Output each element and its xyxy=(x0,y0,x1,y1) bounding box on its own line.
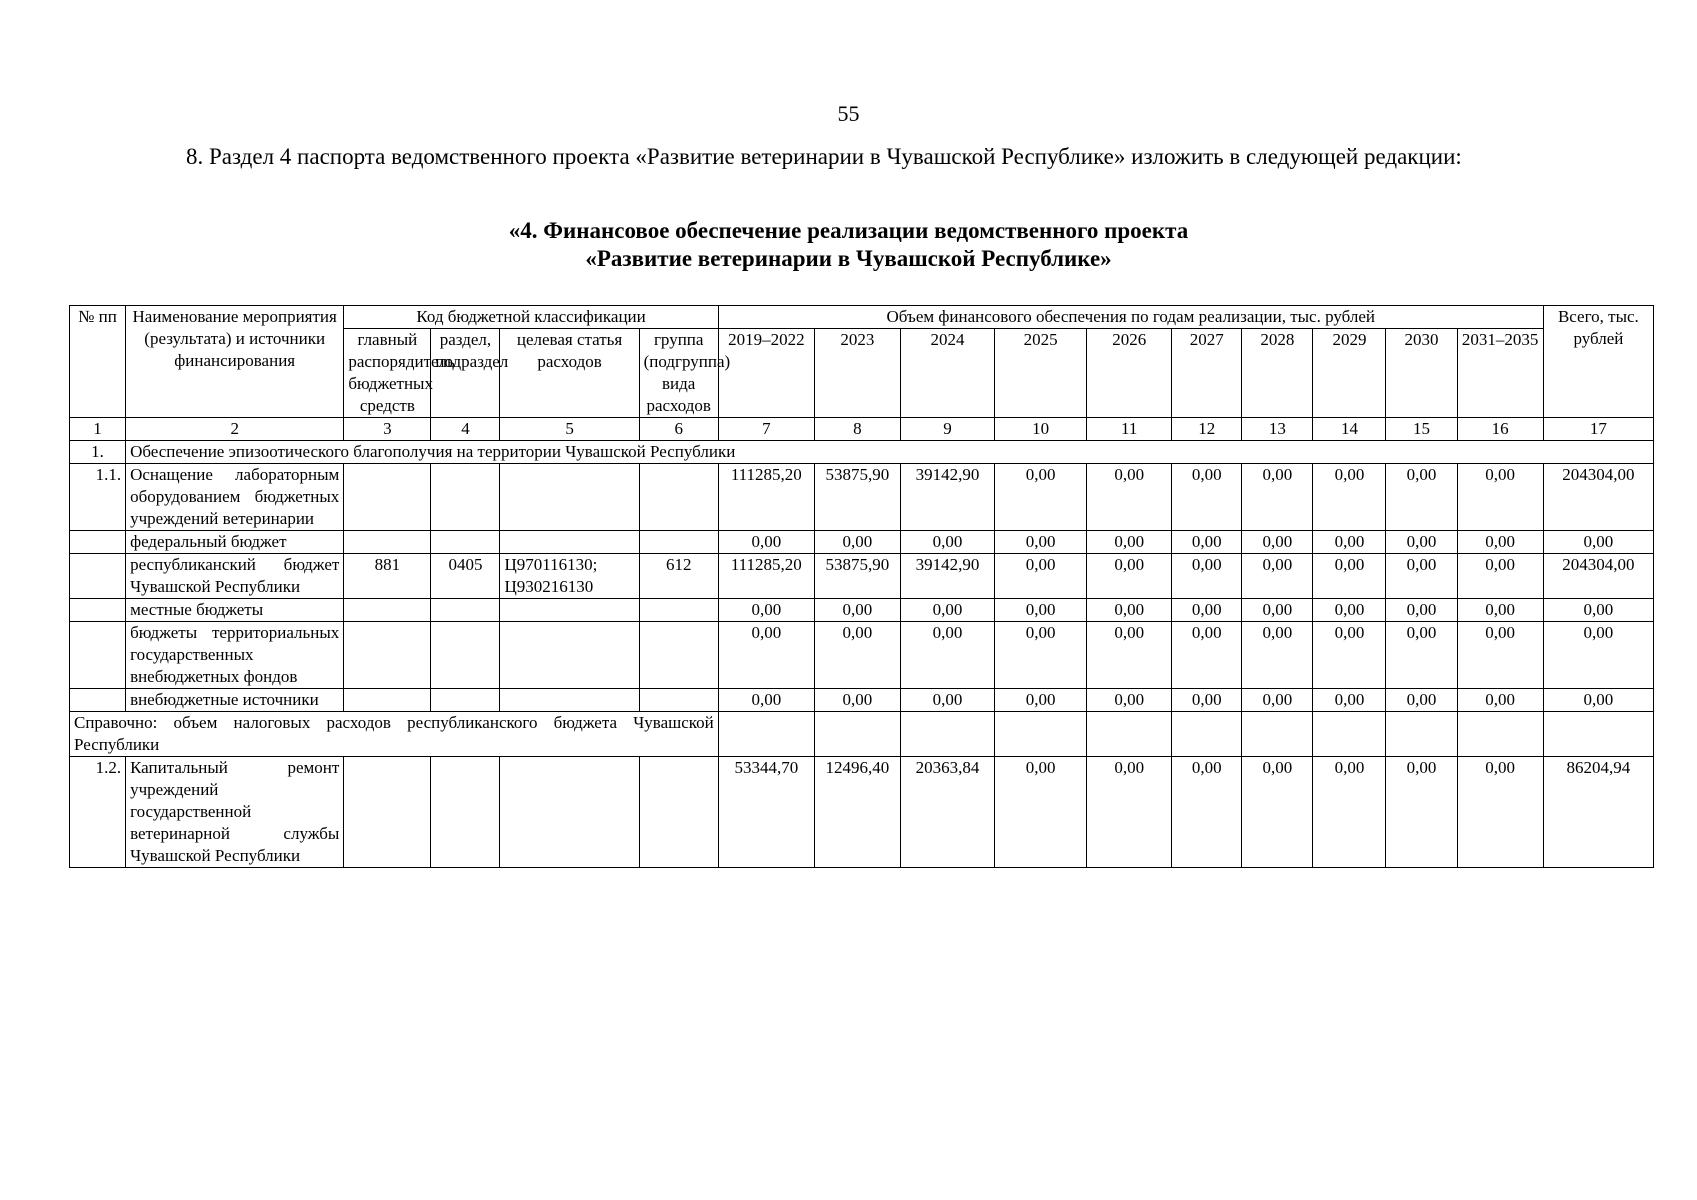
row-num xyxy=(70,622,126,689)
row-target xyxy=(500,757,639,868)
row-target xyxy=(500,531,639,554)
column-number: 3 xyxy=(344,418,431,441)
intro-text: 8. Раздел 4 паспорта ведомственного проекта «Развитие ветеринарии в Чувашской Республике» изложить в следующей редакции: xyxy=(186,144,1462,169)
row-value: 0,00 xyxy=(1172,531,1242,554)
reference-cell xyxy=(1172,712,1242,757)
row-value: 0,00 xyxy=(1386,757,1457,868)
header-year: 2030 xyxy=(1386,329,1457,418)
row-name: федеральный бюджет xyxy=(126,531,344,554)
column-number: 8 xyxy=(814,418,900,441)
row-value: 0,00 xyxy=(718,622,814,689)
reference-cell xyxy=(900,712,994,757)
row-section xyxy=(431,599,500,622)
row-grbs xyxy=(344,531,431,554)
header-year: 2028 xyxy=(1242,329,1313,418)
row-value: 0,00 xyxy=(995,757,1087,868)
table-row xyxy=(70,531,1654,554)
header-year: 2023 xyxy=(814,329,900,418)
row-value: 0,00 xyxy=(995,689,1087,712)
row-value: 0,00 xyxy=(1087,464,1172,531)
table-row xyxy=(70,464,1654,531)
reference-text: Справочно: объем налоговых расходов республиканского бюджета Чувашской Республики xyxy=(70,712,719,757)
row-value: 0,00 xyxy=(1457,599,1543,622)
heading-line-2: «Развитие ветеринарии в Чувашской Республике» xyxy=(585,246,1112,271)
table-row xyxy=(70,689,1654,712)
row-target xyxy=(500,464,639,531)
table-row-1-2 xyxy=(70,757,1654,868)
row-value: 0,00 xyxy=(1457,689,1543,712)
row-target xyxy=(500,622,639,689)
reference-cell xyxy=(1242,712,1313,757)
row-value: 0,00 xyxy=(900,599,994,622)
row-value: 86204,94 xyxy=(1543,757,1653,868)
table-row xyxy=(70,622,1654,689)
row-value: 0,00 xyxy=(1543,622,1653,689)
column-number: 7 xyxy=(718,418,814,441)
row-value: 0,00 xyxy=(995,622,1087,689)
row-value: 0,00 xyxy=(1087,622,1172,689)
header-year: 2026 xyxy=(1087,329,1172,418)
row-name: Оснащение лабораторным оборудованием бюджетных учреждений ветеринарии xyxy=(126,464,344,531)
row-value: 111285,20 xyxy=(718,464,814,531)
header-section: раздел, подраздел xyxy=(431,329,500,418)
row-section xyxy=(431,757,500,868)
row-value: 0,00 xyxy=(814,599,900,622)
section-row xyxy=(70,441,1654,464)
header-group: группа (подгруппа) вида расходов xyxy=(639,329,718,418)
header-year: 2019–2022 xyxy=(718,329,814,418)
section-title: Обеспечение эпизоотического благополучия на территории Чувашской Республики xyxy=(126,441,1654,464)
row-value: 0,00 xyxy=(900,622,994,689)
column-number: 10 xyxy=(995,418,1087,441)
row-value: 0,00 xyxy=(1386,689,1457,712)
row-value: 53344,70 xyxy=(718,757,814,868)
row-num xyxy=(70,689,126,712)
row-group xyxy=(639,464,718,531)
reference-cell xyxy=(1386,712,1457,757)
row-value: 0,00 xyxy=(1313,531,1386,554)
row-name: местные бюджеты xyxy=(126,599,344,622)
row-target: Ц970116130; Ц930216130 xyxy=(500,554,639,599)
header-target: целевая статья расходов xyxy=(500,329,639,418)
row-value: 0,00 xyxy=(1313,757,1386,868)
row-name: внебюджетные источники xyxy=(126,689,344,712)
row-value: 0,00 xyxy=(1242,622,1313,689)
row-value: 39142,90 xyxy=(900,554,994,599)
row-grbs: 881 xyxy=(344,554,431,599)
row-value: 0,00 xyxy=(1087,757,1172,868)
column-number: 16 xyxy=(1457,418,1543,441)
column-numbers-row xyxy=(70,418,1654,441)
row-target xyxy=(500,599,639,622)
row-target xyxy=(500,689,639,712)
row-num xyxy=(70,554,126,599)
intro-paragraph xyxy=(102,143,1592,171)
header-row-1 xyxy=(70,306,1654,329)
financing-table xyxy=(69,305,1654,868)
section-num: 1. xyxy=(70,441,126,464)
header-year: 2024 xyxy=(900,329,994,418)
row-value: 111285,20 xyxy=(718,554,814,599)
row-value: 0,00 xyxy=(1087,689,1172,712)
header-name: Наименование мероприятия (результата) и источники финансирования xyxy=(126,306,344,418)
row-value: 0,00 xyxy=(995,599,1087,622)
reference-row xyxy=(70,712,1654,757)
reference-cell xyxy=(814,712,900,757)
row-value: 0,00 xyxy=(1543,599,1653,622)
row-value: 204304,00 xyxy=(1543,554,1653,599)
row-value: 0,00 xyxy=(1457,757,1543,868)
row-value: 0,00 xyxy=(1457,554,1543,599)
row-value: 0,00 xyxy=(1386,599,1457,622)
header-year: 2031–2035 xyxy=(1457,329,1543,418)
row-grbs xyxy=(344,599,431,622)
row-value: 0,00 xyxy=(900,531,994,554)
header-total: Всего, тыс. рублей xyxy=(1543,306,1653,418)
reference-cell xyxy=(718,712,814,757)
column-number: 5 xyxy=(500,418,639,441)
column-number: 13 xyxy=(1242,418,1313,441)
row-value: 0,00 xyxy=(1242,599,1313,622)
row-value: 0,00 xyxy=(1313,689,1386,712)
row-value: 0,00 xyxy=(1242,554,1313,599)
row-value: 0,00 xyxy=(995,464,1087,531)
row-value: 0,00 xyxy=(1313,464,1386,531)
row-value: 53875,90 xyxy=(814,464,900,531)
row-value: 0,00 xyxy=(718,689,814,712)
header-num: № пп xyxy=(70,306,126,418)
reference-cell xyxy=(1457,712,1543,757)
row-value: 0,00 xyxy=(718,531,814,554)
row-value: 0,00 xyxy=(1087,531,1172,554)
row-value: 20363,84 xyxy=(900,757,994,868)
table-row xyxy=(70,599,1654,622)
row-section xyxy=(431,464,500,531)
header-year: 2025 xyxy=(995,329,1087,418)
row-grbs xyxy=(344,689,431,712)
row-name: республиканский бюджет Чувашской Республики xyxy=(126,554,344,599)
column-number: 12 xyxy=(1172,418,1242,441)
row-value: 0,00 xyxy=(1172,599,1242,622)
row-value: 12496,40 xyxy=(814,757,900,868)
column-number: 17 xyxy=(1543,418,1653,441)
reference-cell xyxy=(1543,712,1653,757)
table-row xyxy=(70,554,1654,599)
row-value: 0,00 xyxy=(814,689,900,712)
row-group xyxy=(639,757,718,868)
section-heading xyxy=(0,217,1697,273)
column-number: 9 xyxy=(900,418,994,441)
header-budget-code: Код бюджетной классификации xyxy=(344,306,718,329)
header-volume: Объем финансового обеспечения по годам реализации, тыс. рублей xyxy=(718,306,1543,329)
row-num: 1.1. xyxy=(70,464,126,531)
row-section: 0405 xyxy=(431,554,500,599)
row-value: 0,00 xyxy=(1242,464,1313,531)
row-value: 0,00 xyxy=(1386,622,1457,689)
row-value: 0,00 xyxy=(1457,531,1543,554)
row-value: 0,00 xyxy=(718,599,814,622)
row-grbs xyxy=(344,757,431,868)
row-value: 0,00 xyxy=(1172,622,1242,689)
row-value: 0,00 xyxy=(995,531,1087,554)
row-group xyxy=(639,622,718,689)
row-grbs xyxy=(344,464,431,531)
row-value: 0,00 xyxy=(1457,464,1543,531)
row-num xyxy=(70,599,126,622)
data-rows xyxy=(70,464,1654,712)
column-number: 2 xyxy=(126,418,344,441)
reference-cell xyxy=(995,712,1087,757)
row-value: 0,00 xyxy=(1386,554,1457,599)
column-number: 4 xyxy=(431,418,500,441)
header-grbs: главный распорядитель бюджетных средств xyxy=(344,329,431,418)
row-value: 0,00 xyxy=(814,531,900,554)
row-value: 0,00 xyxy=(1087,599,1172,622)
row-group xyxy=(639,531,718,554)
row-name: бюджеты территориальных государственных внебюджетных фондов xyxy=(126,622,344,689)
row-value: 0,00 xyxy=(1172,689,1242,712)
header-year: 2027 xyxy=(1172,329,1242,418)
reference-cell xyxy=(1087,712,1172,757)
row-num xyxy=(70,531,126,554)
row-value: 0,00 xyxy=(1457,622,1543,689)
row-value: 0,00 xyxy=(1543,531,1653,554)
column-number: 1 xyxy=(70,418,126,441)
row-value: 0,00 xyxy=(1386,531,1457,554)
row-group: 612 xyxy=(639,554,718,599)
page-number: 55 xyxy=(837,101,860,126)
row-value: 53875,90 xyxy=(814,554,900,599)
row-value: 0,00 xyxy=(1242,531,1313,554)
row-value: 0,00 xyxy=(1172,757,1242,868)
row-grbs xyxy=(344,622,431,689)
row-group xyxy=(639,689,718,712)
column-number: 14 xyxy=(1313,418,1386,441)
row-value: 0,00 xyxy=(814,622,900,689)
row-value: 0,00 xyxy=(1242,757,1313,868)
row-value: 0,00 xyxy=(1242,689,1313,712)
row-value: 0,00 xyxy=(1313,599,1386,622)
row-section xyxy=(431,622,500,689)
row-value: 0,00 xyxy=(1172,554,1242,599)
row-name: Капитальный ремонт учреждений государственной ветеринарной службы Чувашской Республики xyxy=(126,757,344,868)
row-group xyxy=(639,599,718,622)
column-number: 11 xyxy=(1087,418,1172,441)
row-value: 0,00 xyxy=(995,554,1087,599)
row-value: 0,00 xyxy=(1087,554,1172,599)
row-value: 39142,90 xyxy=(900,464,994,531)
row-value: 0,00 xyxy=(1313,554,1386,599)
header-year: 2029 xyxy=(1313,329,1386,418)
column-number: 15 xyxy=(1386,418,1457,441)
row-value: 0,00 xyxy=(1543,689,1653,712)
column-number: 6 xyxy=(639,418,718,441)
row-section xyxy=(431,689,500,712)
row-section xyxy=(431,531,500,554)
heading-line-1: «4. Финансовое обеспечение реализации ведомственного проекта xyxy=(508,218,1189,243)
row-value: 0,00 xyxy=(1313,622,1386,689)
reference-cell xyxy=(1313,712,1386,757)
row-value: 0,00 xyxy=(1386,464,1457,531)
row-value: 204304,00 xyxy=(1543,464,1653,531)
row-value: 0,00 xyxy=(900,689,994,712)
row-value: 0,00 xyxy=(1172,464,1242,531)
row-num: 1.2. xyxy=(70,757,126,868)
